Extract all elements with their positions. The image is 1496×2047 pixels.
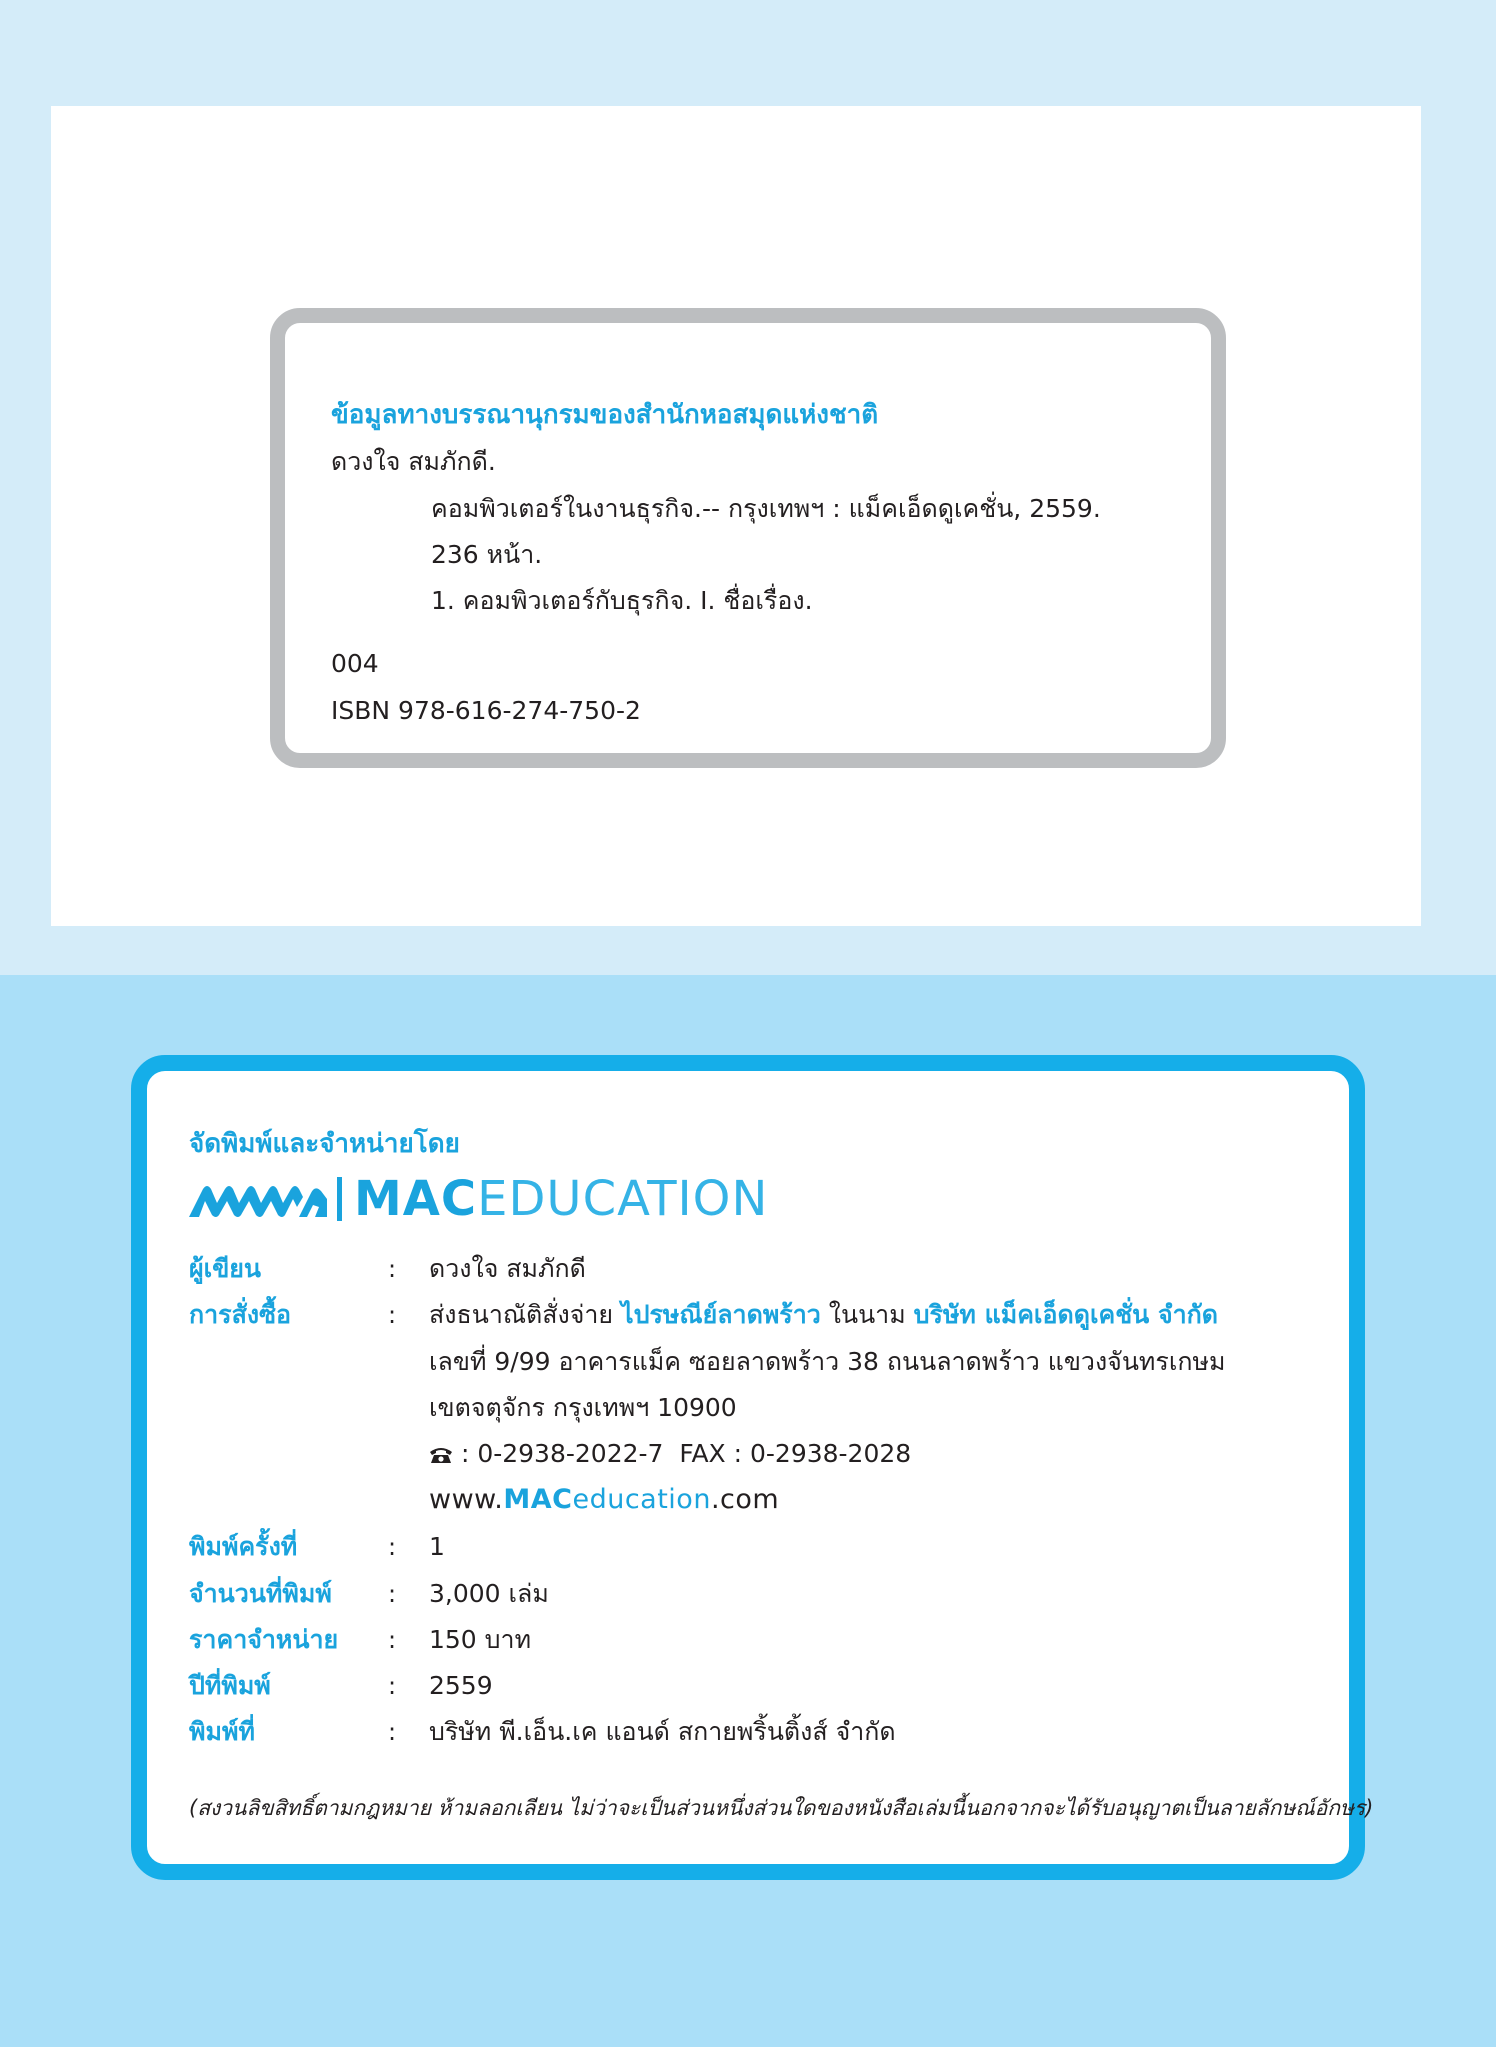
copies-value: 3,000 เล่ม [429, 1579, 549, 1608]
printer-label: พิมพ์ที่ [189, 1717, 255, 1746]
author-label: ผู้เขียน [189, 1254, 262, 1283]
copyright-notice: (สงวนลิขสิทธิ์ตามกฎหมาย ห้ามลอกเลียน ไม่ว่าจะเป็นส่วนหนึ่งส่วนใดของหนังสือเล่มนี้นอกจากจะได้รับอนุญาตเป็นลายลักษณ์อักษร) [189, 1796, 1374, 1820]
edition-label: พิมพ์ครั้งที่ [189, 1532, 298, 1561]
year-colon: : [388, 1672, 397, 1700]
fax-number: FAX : 0-2938-2028 [679, 1439, 912, 1468]
url-suffix: .com [710, 1484, 780, 1515]
copies-colon: : [388, 1580, 397, 1608]
mac-education-logo [187, 1171, 768, 1227]
edition-value: 1 [429, 1532, 445, 1561]
telephone-icon [429, 1446, 453, 1464]
order-label: การสั่งซื้อ [189, 1300, 292, 1329]
contact-line [429, 1439, 911, 1469]
order-company: บริษัท แม็คเอ็ดดูเคชั่น จำกัด [913, 1300, 1219, 1329]
price-label: ราคาจำหน่าย [189, 1625, 339, 1654]
phone-number: : 0-2938-2022-7 [460, 1439, 664, 1468]
cip-classification: 004 [331, 649, 379, 678]
cip-isbn: ISBN 978-616-274-750-2 [331, 696, 641, 725]
publisher-box [131, 1055, 1374, 1880]
printer-colon: : [388, 1718, 397, 1746]
year-value: 2559 [429, 1671, 493, 1700]
logo-brand-light: EDUCATION [477, 1171, 769, 1227]
printer-value: บริษัท พี.เอ็น.เค แอนด์ สกายพริ้นติ้งส์ จำกัด [429, 1717, 896, 1746]
mac-wave-logo-icon [187, 1177, 329, 1221]
author-value: ดวงใจ สมภักดี [429, 1254, 586, 1283]
cip-subject: 1. คอมพิวเตอร์กับธุรกิจ. I. ชื่อเรื่อง. [431, 586, 813, 615]
url-prefix: www. [429, 1484, 504, 1515]
order-mid: ในนาม [828, 1300, 906, 1329]
website-url[interactable] [429, 1485, 779, 1515]
logo-brand-bold: MAC [354, 1171, 478, 1227]
order-colon: : [388, 1301, 397, 1329]
cip-entry: คอมพิวเตอร์ในงานธุรกิจ.-- กรุงเทพฯ : แม็คเอ็ดดูเคชั่น, 2559. [431, 494, 1101, 523]
edition-colon: : [388, 1533, 397, 1561]
author-colon: : [388, 1255, 397, 1283]
address-line-2: เขตจตุจักร กรุงเทพฯ 10900 [429, 1393, 737, 1422]
publisher-heading: จัดพิมพ์และจำหน่ายโดย [189, 1129, 460, 1159]
price-colon: : [388, 1626, 397, 1654]
copies-label: จำนวนที่พิมพ์ [189, 1579, 332, 1608]
cip-title: ข้อมูลทางบรรณานุกรมของสำนักหอสมุดแห่งชาติ [331, 400, 879, 430]
logo-wordmark [354, 1171, 768, 1227]
cip-pages: 236 หน้า. [431, 540, 543, 569]
cip-box [270, 308, 1226, 768]
url-education: education [572, 1484, 711, 1515]
order-post-office: ไปรษณีย์ลาดพร้าว [621, 1300, 821, 1329]
url-mac: MAC [503, 1484, 573, 1515]
order-prefix: ส่งธนาณัติสั่งจ่าย [429, 1300, 614, 1329]
cip-author: ดวงใจ สมภักดี. [331, 447, 496, 476]
address-line-1: เลขที่ 9/99 อาคารแม็ค ซอยลาดพร้าว 38 ถนนลาดพร้าว แขวงจันทรเกษม [429, 1347, 1226, 1376]
price-value: 150 บาท [429, 1625, 532, 1654]
logo-divider [337, 1177, 342, 1221]
order-value [429, 1300, 1218, 1330]
year-label: ปีที่พิมพ์ [189, 1671, 271, 1700]
